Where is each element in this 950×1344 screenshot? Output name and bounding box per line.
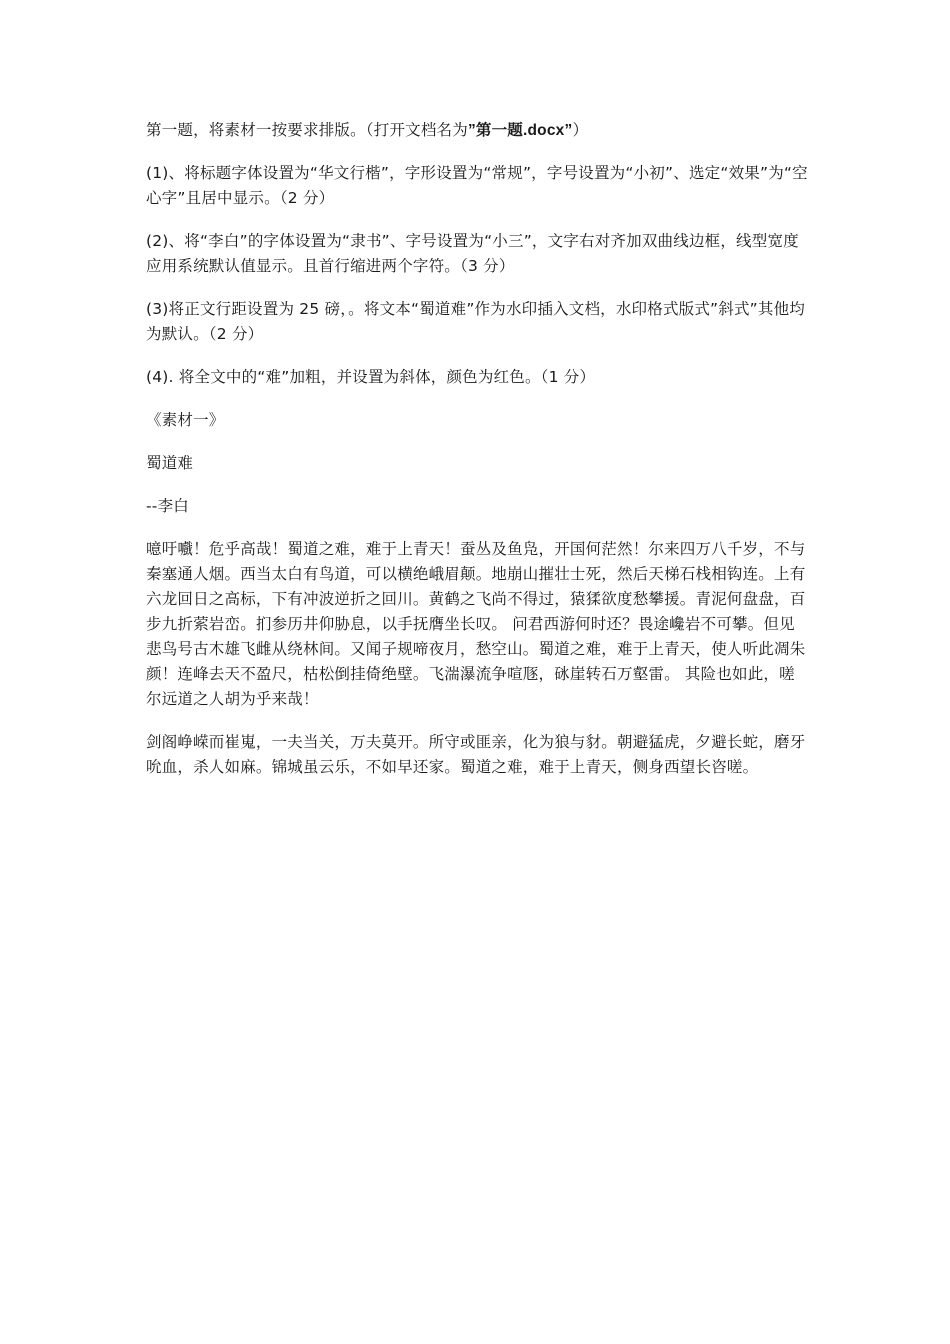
task-2: (2)、将“李白”的字体设置为“隶书”、字号设置为“小三”，文字右对齐加双曲线边框，线型宽度应用系统默认值显示。且首行缩进两个字符。（3 分） bbox=[146, 232, 799, 275]
intro-filename: ”第一题.docx” bbox=[467, 122, 573, 139]
poem-author: --李白 bbox=[146, 497, 189, 515]
document-page bbox=[146, 118, 810, 798]
poem-paragraph-2: 剑阁峥嵘而崔嵬，一夫当关，万夫莫开。所守或匪亲，化为狼与豺。朝避猛虎，夕避长蛇，磨牙吮血，杀人如麻。锦城虽云乐，不如早还家。蜀道之难，难于上青天，侧身西望长咨嗟。 bbox=[146, 733, 806, 776]
poem-title: 蜀道难 bbox=[146, 454, 194, 472]
intro-instruction bbox=[146, 118, 810, 143]
intro-prefix: 第一题，将素材一按要求排版。（打开文档名为 bbox=[146, 121, 468, 139]
task-1: (1)、将标题字体设置为“华文行楷”，字形设置为“常规”，字号设置为“小初”、选定“效果”为“空心字”且居中显示。（2 分） bbox=[146, 164, 808, 207]
material-label: 《素材一》 bbox=[146, 411, 225, 429]
intro-suffix: ） bbox=[572, 121, 589, 139]
task-3: (3)将正文行距设置为 25 磅，。将文本“蜀道难”作为水印插入文档，水印格式版式”斜式”其他均为默认。（2 分） bbox=[146, 300, 806, 343]
poem-paragraph-1: 噫吁嚱！危乎高哉！蜀道之难，难于上青天！蚕丛及鱼凫，开国何茫然！尔来四万八千岁，不与秦塞通人烟。西当太白有鸟道，可以横绝峨眉颠。地崩山摧壮士死，然后天梯石栈相钩连。上有六龙回日之高标，下有冲波逆折之回川。黄鹤之飞尚不得过，猿猱欲度愁攀援。青泥何盘盘，百步九折萦岩峦。扪参历井仰胁息，以手抚膺坐长叹。 问君西游何时还？畏途巉岩不可攀。但见悲鸟号古木雄飞雌从绕林间。又闻子规啼夜月，愁空山。蜀道之难，难于上青天，使人听此凋朱颜！连峰去天不盈尺，枯松倒挂倚绝壁。飞湍瀑流争喧豗，砯崖转石万壑雷。 其险也如此，嗟尔远道之人胡为乎来哉！ bbox=[146, 540, 806, 708]
task-4: (4). 将全文中的“难”加粗，并设置为斜体，颜色为红色。（1 分） bbox=[146, 368, 596, 386]
